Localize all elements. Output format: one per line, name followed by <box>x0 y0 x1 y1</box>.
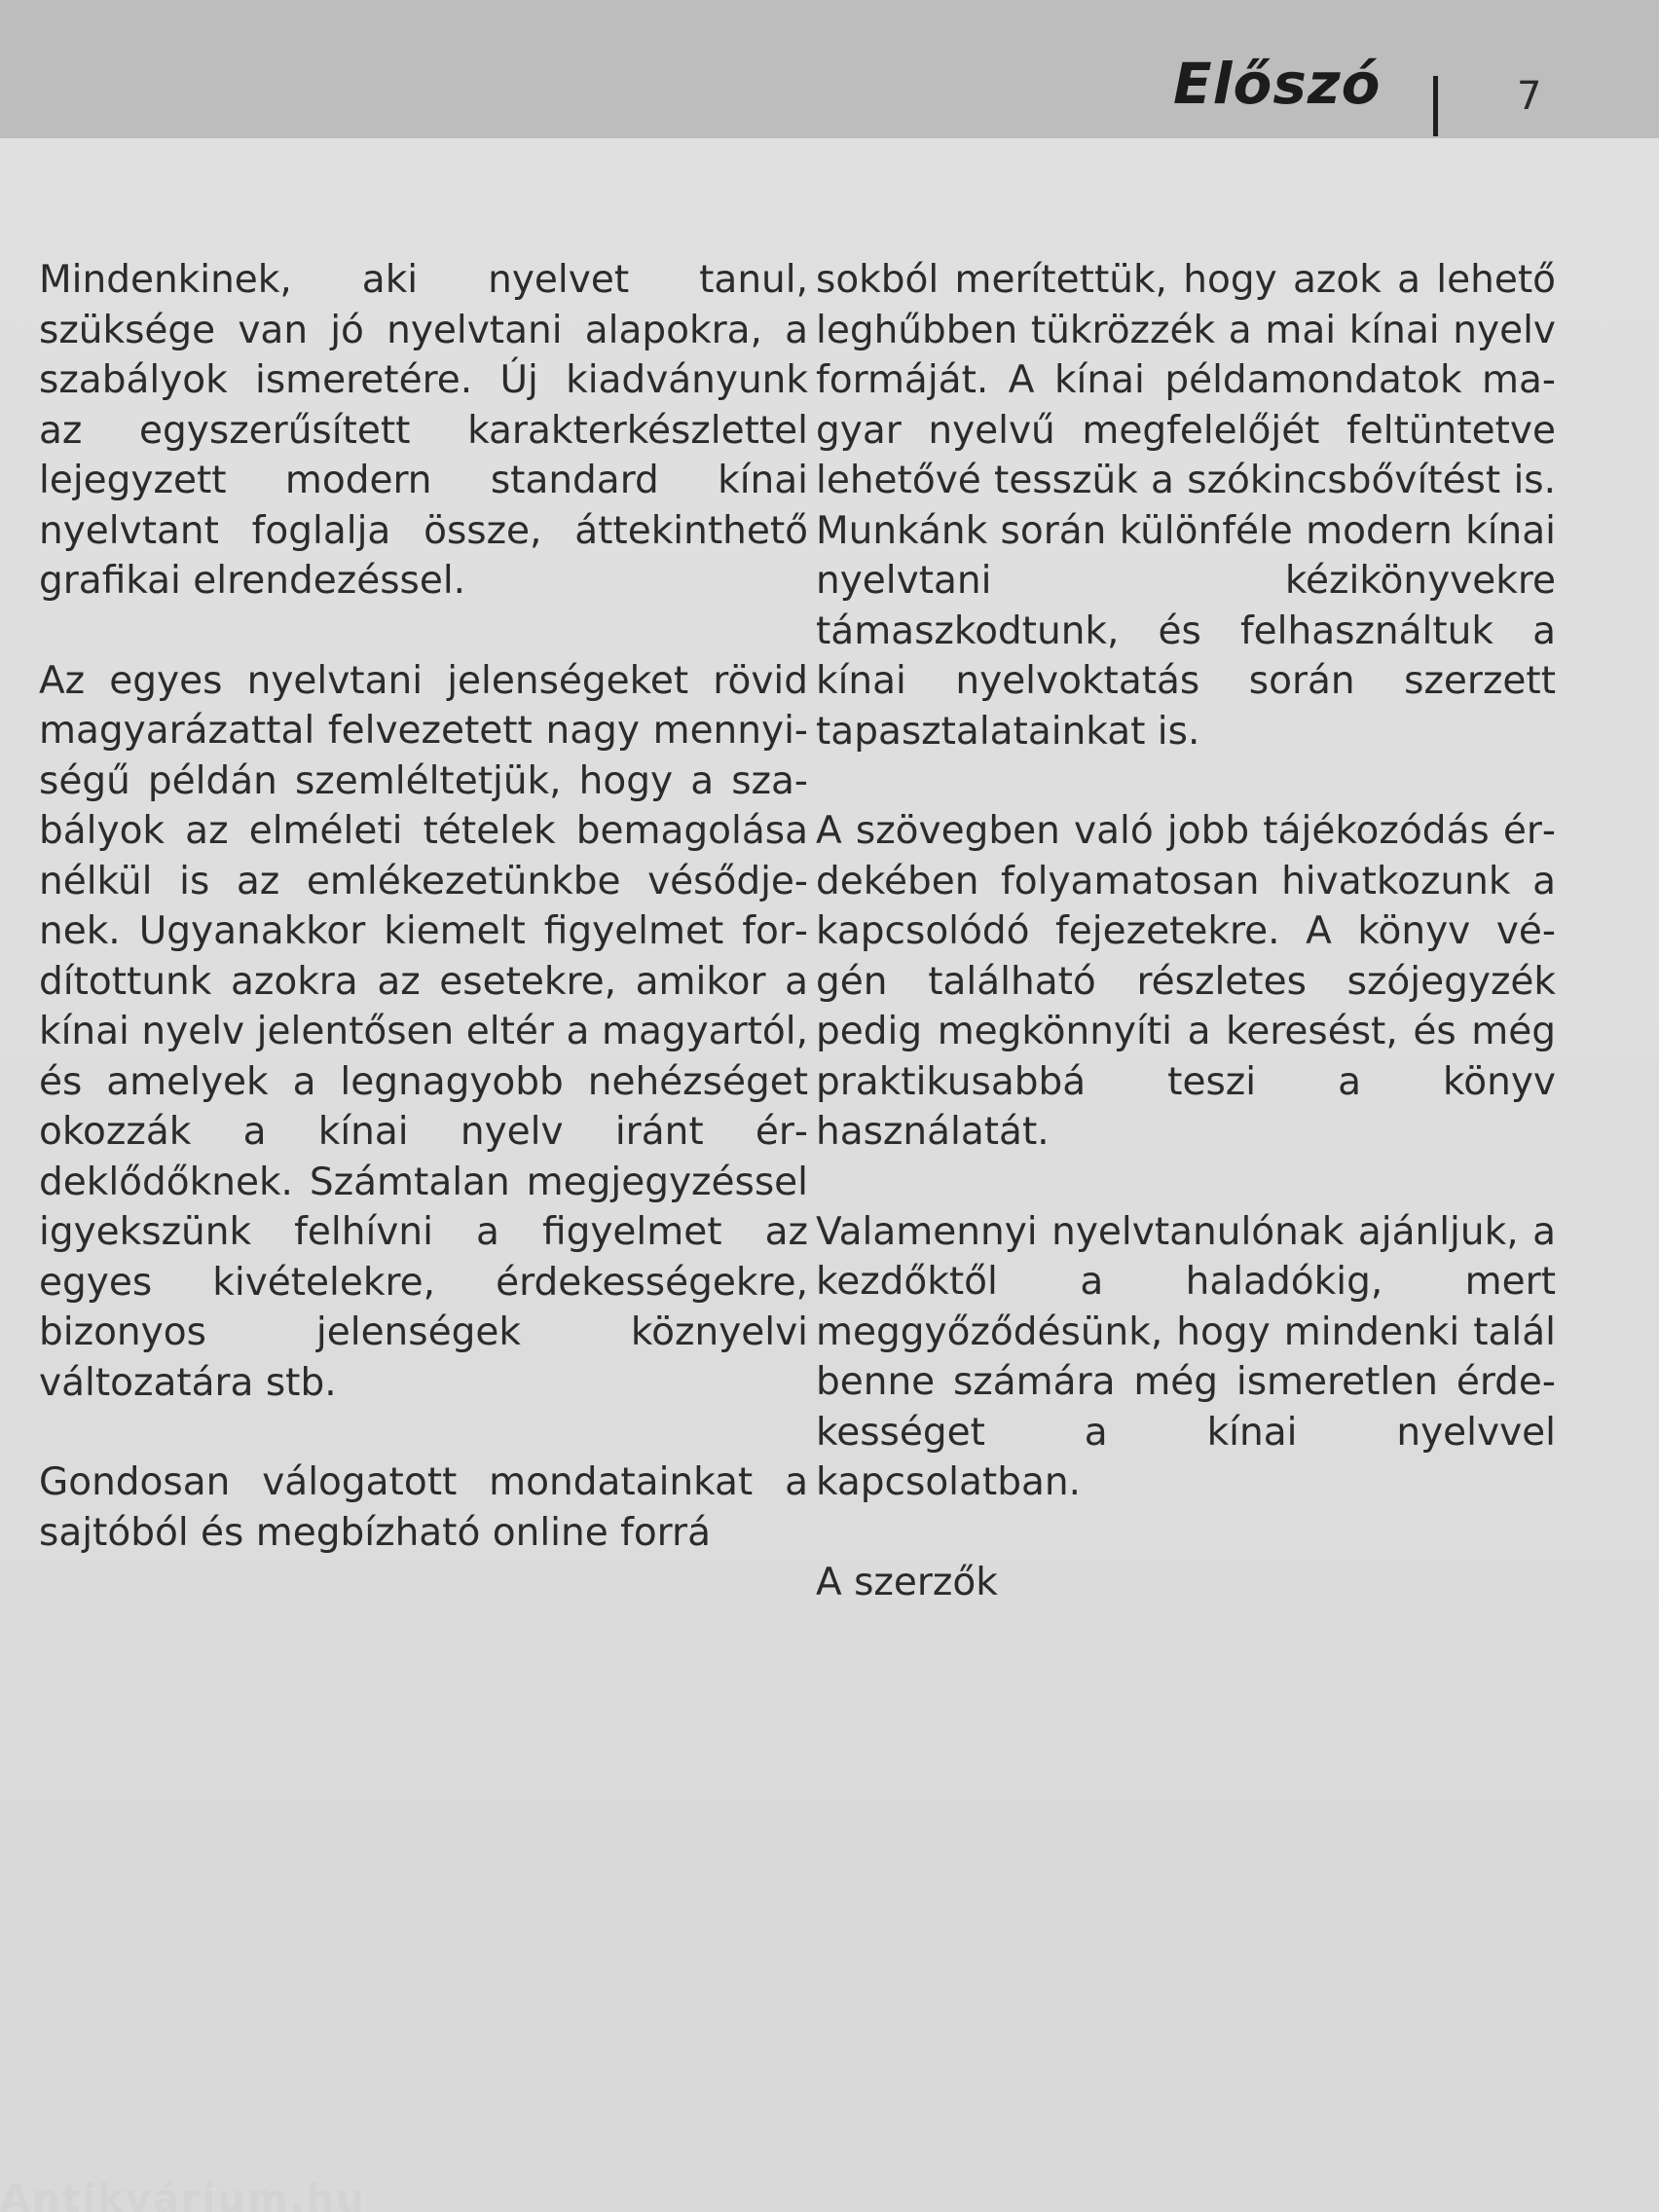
header-divider <box>1433 76 1438 136</box>
left-text-column <box>39 255 808 1607</box>
watermark: Antikvárium.hu <box>0 2177 366 2212</box>
paragraph: Valamennyi nyelvtanulónak ajánljuk, a kezdőktől a haladókig, mert meggyőződésünk, hogy mindenki talál benne számára még ismeretlen érdekességet a kínai nyelvvel kapcsolatban. <box>816 1209 1556 1504</box>
header-band <box>0 0 1659 138</box>
paragraph: sokból merítettük, hogy azok a lehető leghűbben tükrözzék a mai kínai nyelv formáját. A kínai példamondatok magyar nyelvű megfelelőjét feltüntetve lehetővé tesszük a szókincsbővítést is. Munkánk során különféle modern kínai nyelvtani kézikönyvekre támaszkodtunk, és felhasználtuk a kínai nyelvoktatás során szerzett tapasztalatainkat is. <box>816 258 1556 754</box>
paragraph: Mindenkinek, aki nyelvet tanul, szüksége van jó nyelvtani alapokra, a szabályok ismeretére. Új kiadványunk az egyszerűsített karakterkészlettel lejegyzett modern standard kínai nyelvtant foglalja össze, áttekinthető grafikai elrendezéssel. <box>39 258 808 603</box>
paragraph: A szövegben való jobb tájékozódás érdekében folyamatosan hivatkozunk a kapcsolódó fejezetekre. A könyv végén található részletes szójegyzék pedig megkönnyíti a keresést, és még praktikusabbá teszi a könyv használatát. <box>816 809 1556 1154</box>
right-text-column <box>816 255 1556 1657</box>
chapter-title: Előszó <box>1173 51 1382 117</box>
paragraph: Gondosan válogatott mondatainkat a sajtóból és megbízható online forrá <box>39 1460 808 1555</box>
page-number: 7 <box>1517 74 1542 119</box>
authors-signature: A szerzők <box>816 1560 998 1604</box>
paragraph: Az egyes nyelvtani jelenségeket rövid magyarázattal felvezetett nagy mennyiségű példán szemléltetjük, hogy a szabályok az elméleti tételek bemagolása nélkül is az emlékezetünkbe vésődjenek. Ugyanakkor kiemelt figyelmet fordítottunk azokra az esetekre, amikor a kínai nyelv jelentősen eltér a magyartól, és amelyek a legnagyobb nehézséget okozzák a kínai nyelv iránt érdeklődőknek. Számtalan megjegyzéssel igyekszünk felhívni a figyelmet az egyes kivételekre, érdekességekre, bizonyos jelenségek köznyelvi változatára stb. <box>39 658 808 1405</box>
